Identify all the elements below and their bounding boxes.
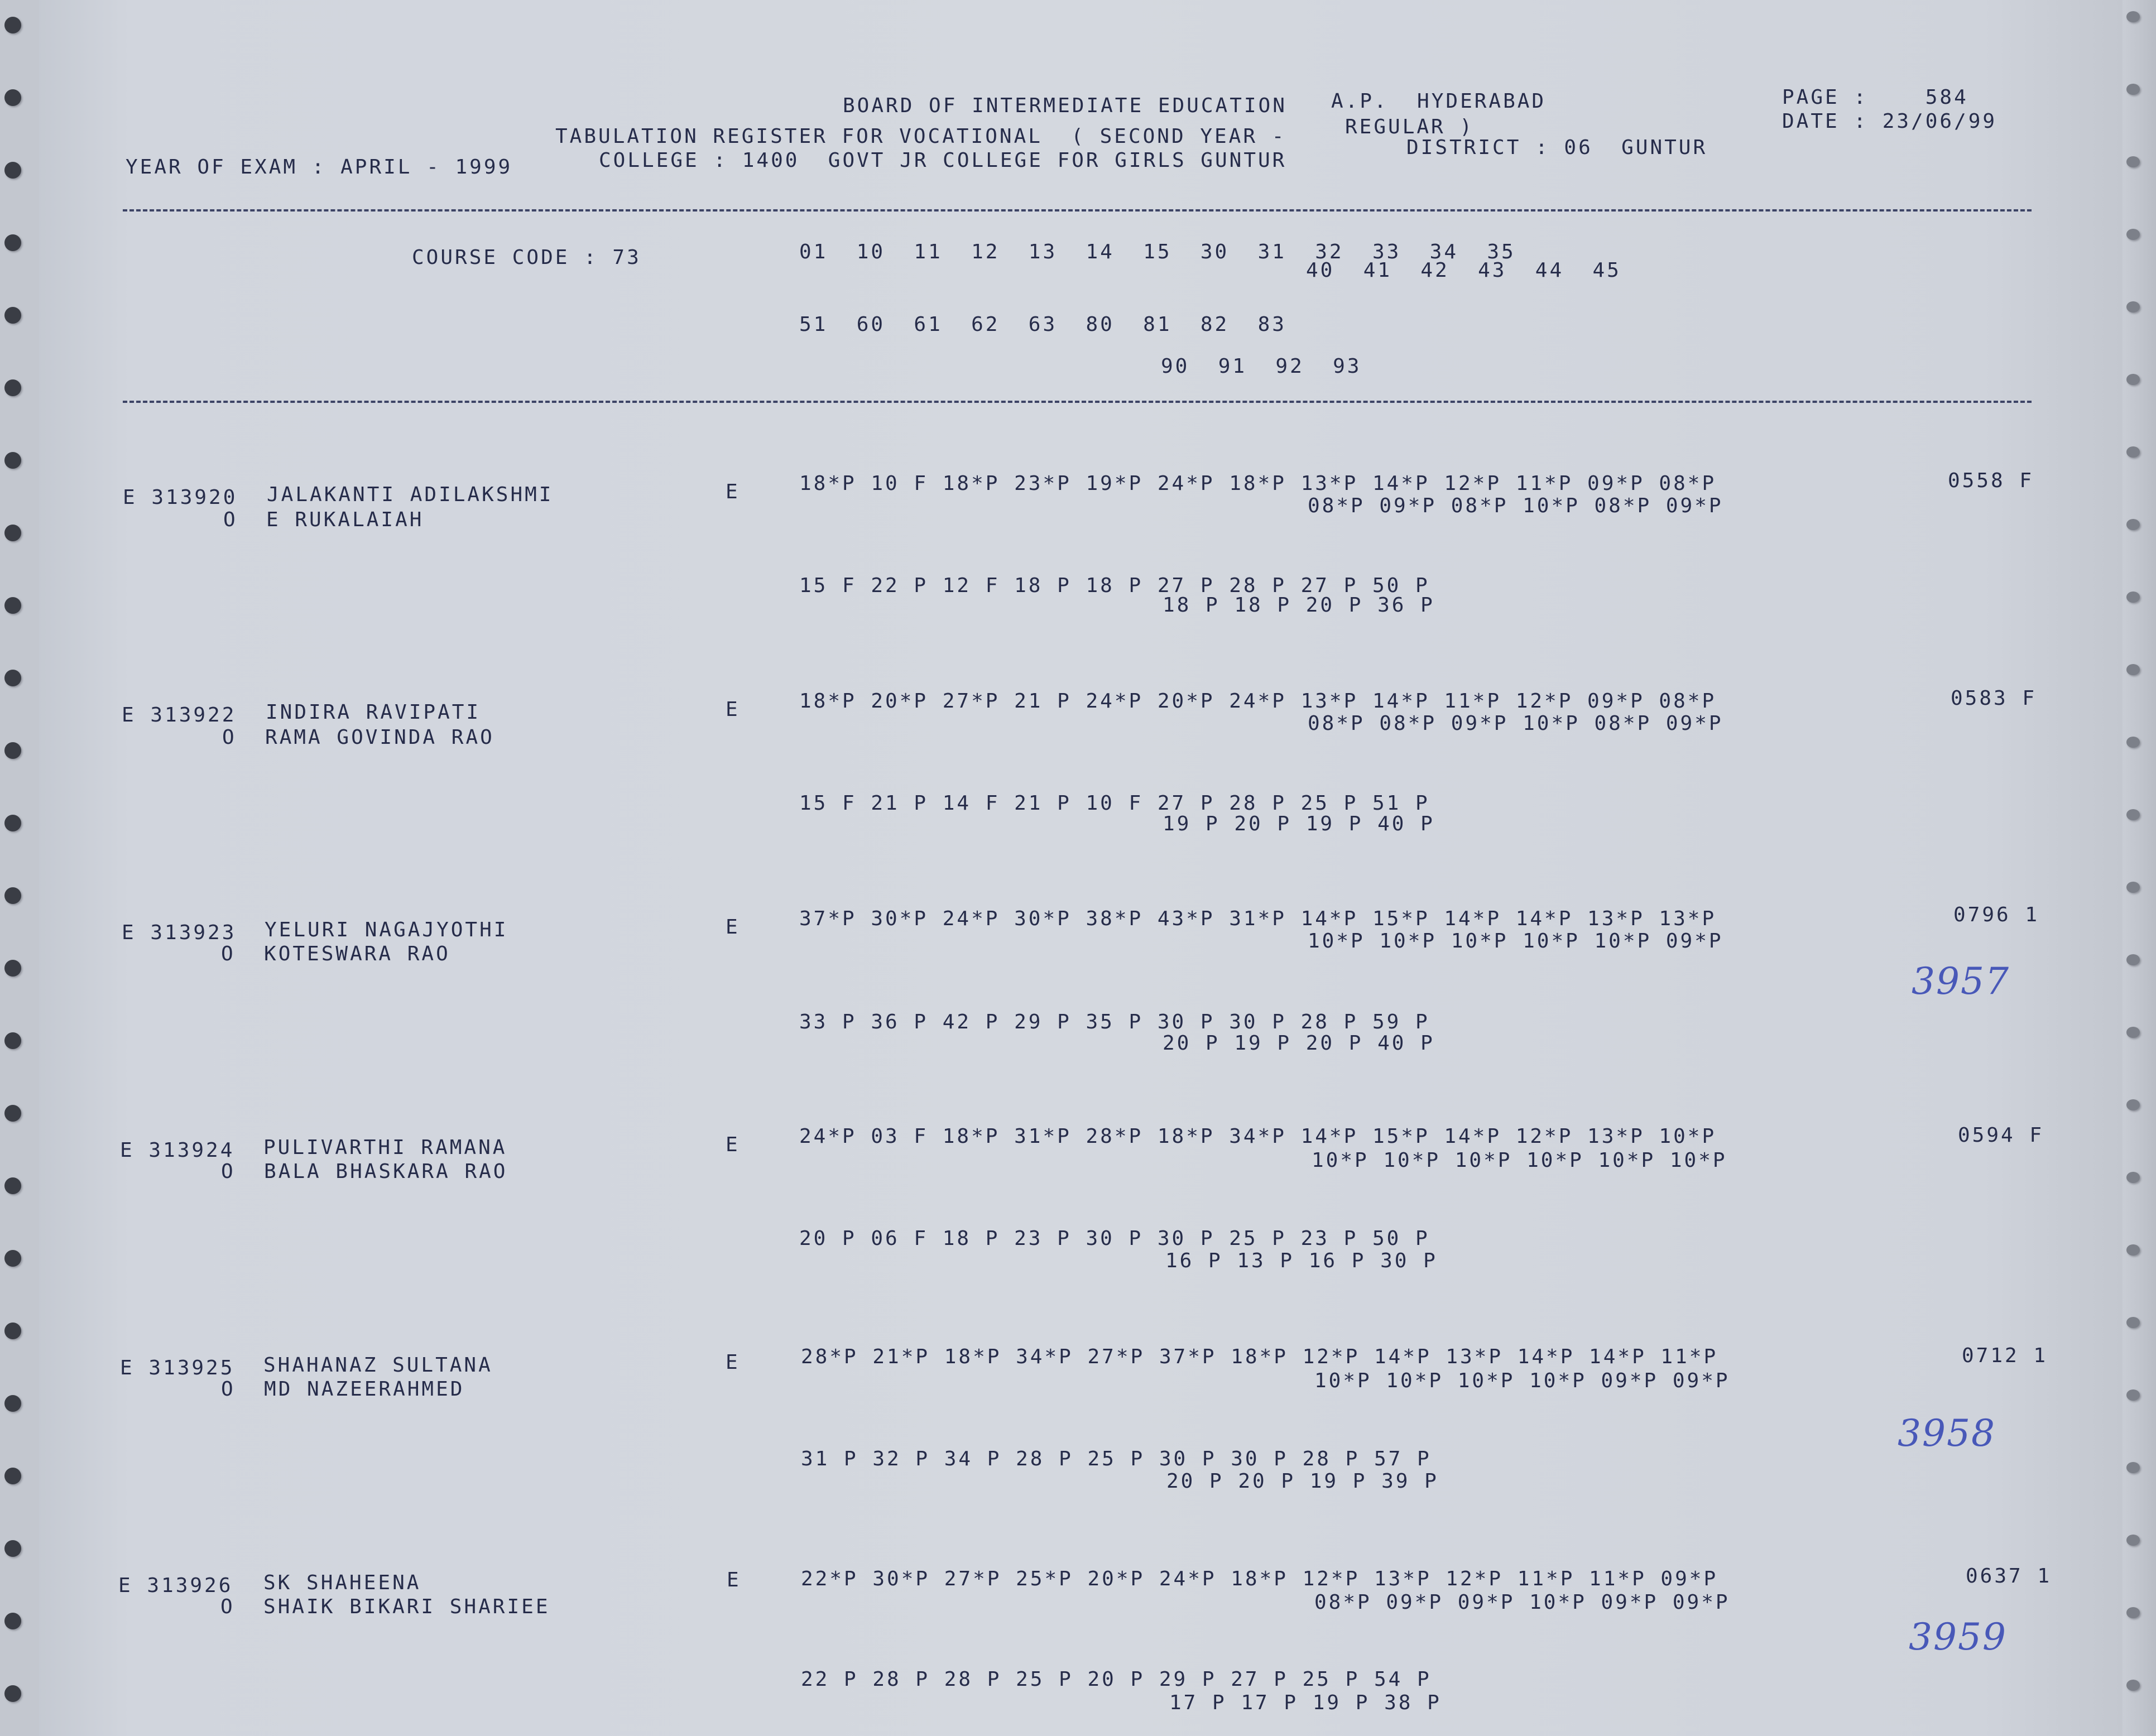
tractor-hole [4, 89, 21, 106]
location: A.P. HYDERABAD [1331, 90, 1547, 113]
total-result: 0712 1 [1962, 1344, 2048, 1367]
tractor-hole [4, 1395, 21, 1412]
marks-line-3: 31 P 32 P 34 P 28 P 25 P 30 P 30 P 28 P 57 P [801, 1448, 1432, 1470]
medium: E [726, 480, 740, 503]
tractor-hole [4, 307, 21, 324]
parent-name: O KOTESWARA RAO [221, 942, 450, 965]
marks-line-1: 22*P 30*P 27*P 25*P 20*P 24*P 18*P 12*P 13*P 12*P 11*P 11*P 09*P [801, 1567, 1718, 1590]
district: DISTRICT : 06 GUNTUR [1406, 136, 1708, 159]
hall-ticket-number: E 313922 [122, 704, 237, 727]
board-title: BOARD OF INTERMEDIATE EDUCATION [843, 94, 1287, 117]
tractor-hole [4, 815, 21, 831]
exam-year: YEAR OF EXAM : APRIL - 1999 [126, 156, 513, 179]
marks-line-1: 18*P 10 F 18*P 23*P 19*P 24*P 18*P 13*P 14*P 12*P 11*P 09*P 08*P [799, 472, 1717, 495]
tractor-hole [2126, 519, 2140, 530]
total-result: 0637 1 [1966, 1565, 2052, 1588]
total-result: 0796 1 [1953, 903, 2040, 926]
tractor-hole [4, 1323, 21, 1339]
tractor-hole [4, 452, 21, 469]
tractor-hole [2126, 737, 2140, 748]
register-title: TABULATION REGISTER FOR VOCATIONAL ( SECOND YEAR - [555, 125, 1286, 148]
page-number: PAGE : 584 [1782, 86, 1968, 109]
tractor-hole [2126, 301, 2140, 312]
tractor-hole [2126, 1462, 2140, 1473]
regular-label: REGULAR ) [1345, 116, 1475, 138]
hall-ticket-number: E 313926 [118, 1574, 233, 1597]
parent-name: O RAMA GOVINDA RAO [222, 726, 494, 749]
course-code: COURSE CODE : 73 [412, 246, 641, 269]
tractor-hole [4, 1177, 21, 1194]
marks-line-4: 20 P 20 P 19 P 39 P [1166, 1470, 1439, 1493]
tractor-hole [2126, 84, 2140, 95]
tractor-hole [2126, 1535, 2140, 1546]
hall-ticket-number: E 313920 [123, 486, 238, 509]
tractor-hole [2126, 1389, 2140, 1401]
marks-line-2: 08*P 09*P 09*P 10*P 09*P 09*P [1314, 1591, 1730, 1614]
student-name: PULIVARTHI RAMANA [263, 1136, 507, 1159]
medium: E [726, 1133, 740, 1156]
tractor-hole [2126, 1680, 2140, 1691]
marks-line-3: 33 P 36 P 42 P 29 P 35 P 30 P 30 P 28 P 59 P [799, 1011, 1430, 1033]
divider-bottom [123, 401, 2032, 403]
tractor-hole [2126, 664, 2140, 675]
tractor-hole [2126, 809, 2140, 820]
tractor-hole [4, 1250, 21, 1267]
total-result: 0583 F [1951, 687, 2037, 710]
tractor-hole [2126, 11, 2140, 22]
student-name: INDIRA RAVIPATI [266, 701, 481, 724]
tractor-hole [4, 379, 21, 396]
tractor-hole [2126, 592, 2140, 603]
tractor-hole [4, 597, 21, 614]
marks-line-3: 22 P 28 P 28 P 25 P 20 P 29 P 27 P 25 P 54 P [801, 1668, 1432, 1691]
marks-line-1: 18*P 20*P 27*P 21 P 24*P 20*P 24*P 13*P 14*P 11*P 12*P 09*P 08*P [799, 690, 1717, 713]
hall-ticket-number: E 313925 [120, 1357, 235, 1379]
marks-line-1: 28*P 21*P 18*P 34*P 27*P 37*P 18*P 12*P 14*P 13*P 14*P 14*P 11*P [801, 1345, 1718, 1368]
tractor-hole [2126, 1244, 2140, 1256]
tractor-hole [2126, 446, 2140, 458]
marks-line-2: 08*P 08*P 09*P 10*P 08*P 09*P [1308, 712, 1723, 735]
student-name: SK SHAHEENA [263, 1571, 421, 1594]
tractor-hole [4, 1613, 21, 1629]
course-subject-codes-2: 51 60 61 62 63 80 81 82 83 [799, 313, 1286, 336]
tractor-hole [4, 1685, 21, 1702]
handwritten-serial-note: 3958 [1898, 1412, 1996, 1455]
marks-line-2: 10*P 10*P 10*P 10*P 10*P 10*P [1312, 1149, 1727, 1172]
tractor-hole [2126, 882, 2140, 893]
course-subject-codes-3: 90 91 92 93 [1161, 355, 1362, 378]
marks-line-4: 18 P 18 P 20 P 36 P [1163, 594, 1435, 617]
marks-line-4: 19 P 20 P 19 P 40 P [1163, 812, 1435, 835]
student-name: SHAHANAZ SULTANA [263, 1354, 493, 1377]
college-name: COLLEGE : 1400 GOVT JR COLLEGE FOR GIRLS GUNTUR [599, 149, 1287, 172]
tractor-hole [4, 1105, 21, 1122]
tractor-hole [4, 1032, 21, 1049]
medium: E [726, 916, 740, 939]
tractor-hole [4, 960, 21, 977]
course-subject-codes-1b: 40 41 42 43 44 45 [1306, 259, 1621, 282]
marks-line-4: 17 P 17 P 19 P 38 P [1169, 1691, 1442, 1714]
tractor-hole [4, 1468, 21, 1484]
marks-line-1: 37*P 30*P 24*P 30*P 38*P 43*P 31*P 14*P 15*P 14*P 14*P 13*P 13*P [799, 907, 1717, 930]
tractor-hole [4, 17, 21, 33]
tractor-hole [2126, 1172, 2140, 1183]
tractor-hole [4, 670, 21, 686]
marks-line-2: 08*P 09*P 08*P 10*P 08*P 09*P [1308, 494, 1723, 517]
hall-ticket-number: E 313924 [120, 1139, 235, 1162]
medium: E [726, 698, 740, 721]
tractor-hole [4, 525, 21, 541]
marks-line-4: 20 P 19 P 20 P 40 P [1163, 1032, 1435, 1055]
medium: E [727, 1569, 741, 1591]
marks-line-1: 24*P 03 F 18*P 31*P 28*P 18*P 34*P 14*P 15*P 14*P 12*P 13*P 10*P [799, 1125, 1717, 1148]
marks-line-4: 16 P 13 P 16 P 30 P [1165, 1249, 1438, 1272]
tractor-hole [4, 234, 21, 251]
marks-line-2: 10*P 10*P 10*P 10*P 09*P 09*P [1314, 1369, 1730, 1392]
parent-name: O E RUKALAIAH [223, 508, 424, 531]
tractor-hole [2126, 1607, 2140, 1618]
total-result: 0594 F [1958, 1124, 2044, 1147]
tractor-hole [2126, 1317, 2140, 1328]
tractor-hole [2126, 954, 2140, 965]
marks-line-2: 10*P 10*P 10*P 10*P 10*P 09*P [1308, 930, 1723, 953]
marks-line-3: 15 F 21 P 14 F 21 P 10 F 27 P 28 P 25 P 51 P [799, 792, 1430, 815]
parent-name: O SHAIK BIKARI SHARIEE [220, 1595, 550, 1618]
hall-ticket-number: E 313923 [122, 921, 237, 944]
handwritten-serial-note: 3957 [1912, 960, 2010, 1003]
tractor-hole [4, 162, 21, 179]
right-tractor-strip [2123, 0, 2156, 1736]
tractor-hole [4, 1540, 21, 1557]
tractor-hole [2126, 229, 2140, 240]
parent-name: O BALA BHASKARA RAO [221, 1160, 508, 1183]
student-name: JALAKANTI ADILAKSHMI [267, 483, 554, 506]
tractor-hole [4, 742, 21, 759]
tractor-hole [2126, 156, 2140, 167]
tractor-hole [2126, 374, 2140, 385]
tractor-hole [2126, 1099, 2140, 1110]
course-subject-codes-1: 01 10 11 12 13 14 15 30 31 32 33 34 35 [799, 241, 1516, 263]
medium: E [726, 1351, 740, 1374]
parent-name: O MD NAZEERAHMED [221, 1378, 465, 1401]
marks-line-3: 15 F 22 P 12 F 18 P 18 P 27 P 28 P 27 P 50 P [799, 574, 1430, 597]
tractor-hole [4, 887, 21, 904]
handwritten-serial-note: 3959 [1909, 1615, 2007, 1658]
marks-line-3: 20 P 06 F 18 P 23 P 30 P 30 P 25 P 23 P 50 P [799, 1227, 1430, 1250]
divider-top [123, 209, 2032, 211]
tractor-hole [2126, 1027, 2140, 1038]
print-date: DATE : 23/06/99 [1782, 110, 1997, 133]
total-result: 0558 F [1948, 469, 2034, 492]
student-name: YELURI NAGAJYOTHI [265, 919, 508, 941]
